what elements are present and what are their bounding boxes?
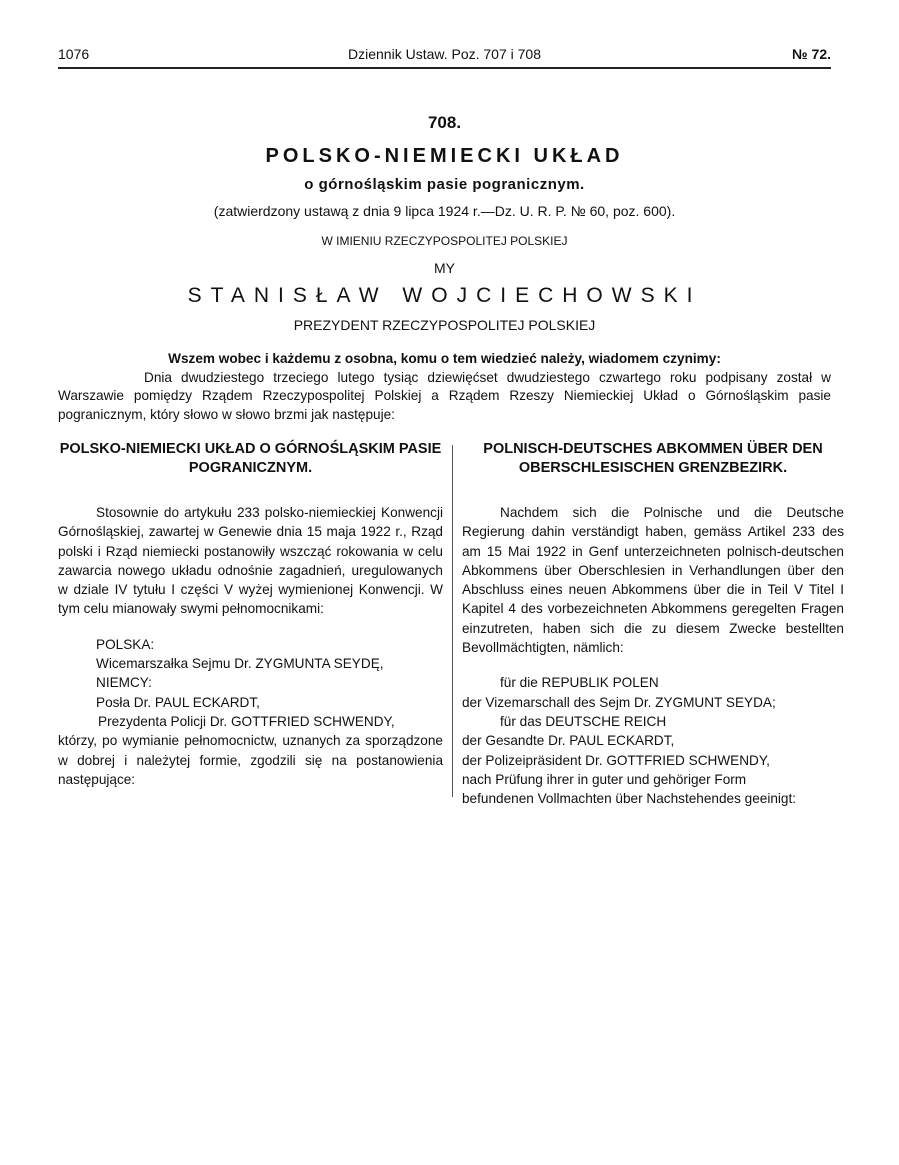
polish-delegate-3: Prezydenta Policji Dr. GOTTFRIED SCHWENDY, — [98, 713, 395, 729]
polish-paragraph: Stosownie do artykułu 233 polsko-niemieckiej Konwencji Górnośląskiej, zawartej w Genewie dnia 15 maja 1922 r., Rząd polski i Rząd niemiecki postanowiły wszcząć rokowania w celu zawarcia nowego układu odnośnie zagadnień, uregulowanych w dziale IV tytułu I części V wyżej wymienionej Konwencji. W tym celu mianowały swymi pełnomocnikami: — [58, 505, 443, 617]
german-delegate-2: der Gesandte Dr. PAUL ECKARDT, — [462, 733, 675, 749]
president-title: PREZYDENT RZECZYPOSPOLITEJ POLSKIEJ — [293, 317, 596, 333]
polish-delegate-1: Wicemarszałka Sejmu Dr. ZYGMUNTA SEYDĘ, — [96, 656, 384, 672]
polish-country-1: POLSKA: — [96, 636, 155, 652]
german-country-1: für die REPUBLIK POLEN — [500, 675, 659, 691]
polish-delegate-2: Posła Dr. PAUL ECKARDT, — [96, 694, 260, 710]
act-subtitle: o górnośląskim pasie pogranicznym. — [304, 176, 585, 193]
act-title: POLSKO-NIEMIECKI UKŁAD — [265, 145, 624, 167]
german-delegate-3: der Polizeipräsident Dr. GOTTFRIED SCHWENDY, — [462, 752, 770, 768]
running-header — [58, 46, 831, 66]
german-delegate-1: der Vizemarschall des Sejm Dr. ZYGMUNT SEYDA; — [462, 694, 776, 710]
polish-country-2: NIEMCY: — [96, 675, 152, 691]
president-name: STANISŁAW WOJCIECHOWSKI — [187, 284, 702, 307]
german-closing-2: befundenen Vollmachten über Nachstehendes geeinigt: — [462, 791, 797, 807]
my-line: MY — [434, 260, 455, 276]
preamble — [58, 350, 831, 424]
german-country-2: für das DEUTSCHE REICH — [500, 713, 667, 729]
column-divider — [452, 445, 453, 797]
german-title: POLNISCH-DEUTSCHES ABKOMMEN ÜBER DEN OBERSCHLESISCHEN GRENZBEZIRK. — [483, 441, 823, 476]
issue-number: № 72. — [792, 46, 831, 62]
preamble-opening: Wszem wobec i każdemu z osobna, komu o tem wiedzieć należy, wiadomem czynimy: — [168, 351, 721, 366]
page-number: 1076 — [58, 46, 90, 62]
preamble-text: Dnia dwudziestego trzeciego lutego tysiąc dziewięćset dwudziestego czwartego roku podpisany został w Warszawie pomiędzy Rządem Rzeczypospolitej Polskiej a Rządem Rzeszy Niemieckiej Układ o Górnośląskim pasie pogranicznym, który słowo w słowo brzmi jak następuje: — [58, 369, 831, 422]
german-paragraph: Nachdem sich die Polnische und die Deutsche Regierung dahin verständigt haben, gemäss Artikel 233 des am 15 Mai 1922 in Genf unterzeichneten polnisch-deutschen Abkommens über Oberschlesien in Verhandlungen über den Abschluss eines neuen Abkommens über die in Teil V Titel I Kapitel 4 des vorbezeichneten Abkommens geregelten Fragen einzutreten, haben sich die zu diesem Zwecke bestellten Bevollmächtigten, nämlich: — [462, 505, 844, 656]
header-rule — [58, 67, 831, 69]
act-approval-note: (zatwierdzony ustawą z dnia 9 lipca 1924 r.—Dz. U. R. P. № 60, poz. 600). — [213, 203, 676, 219]
in-the-name-line: W IMIENIU RZECZYPOSPOLITEJ POLSKIEJ — [321, 234, 568, 248]
polish-closing: którzy, po wymianie pełnomocnictw, uznanych za sporządzone w dobrej i należytej formie, zgodzili się na postanowienia następujące: — [58, 733, 443, 787]
act-number: 708. — [427, 113, 462, 132]
polish-column — [58, 440, 443, 789]
german-closing-1: nach Prüfung ihrer in guter und gehöriger Form — [462, 771, 747, 787]
german-column — [462, 440, 844, 808]
journal-title: Dziennik Ustaw. Poz. 707 i 708 — [348, 46, 541, 62]
polish-title: POLSKO-NIEMIECKI UKŁAD O GÓRNOŚLĄSKIM PASIE POGRANICZNYM. — [59, 441, 442, 476]
